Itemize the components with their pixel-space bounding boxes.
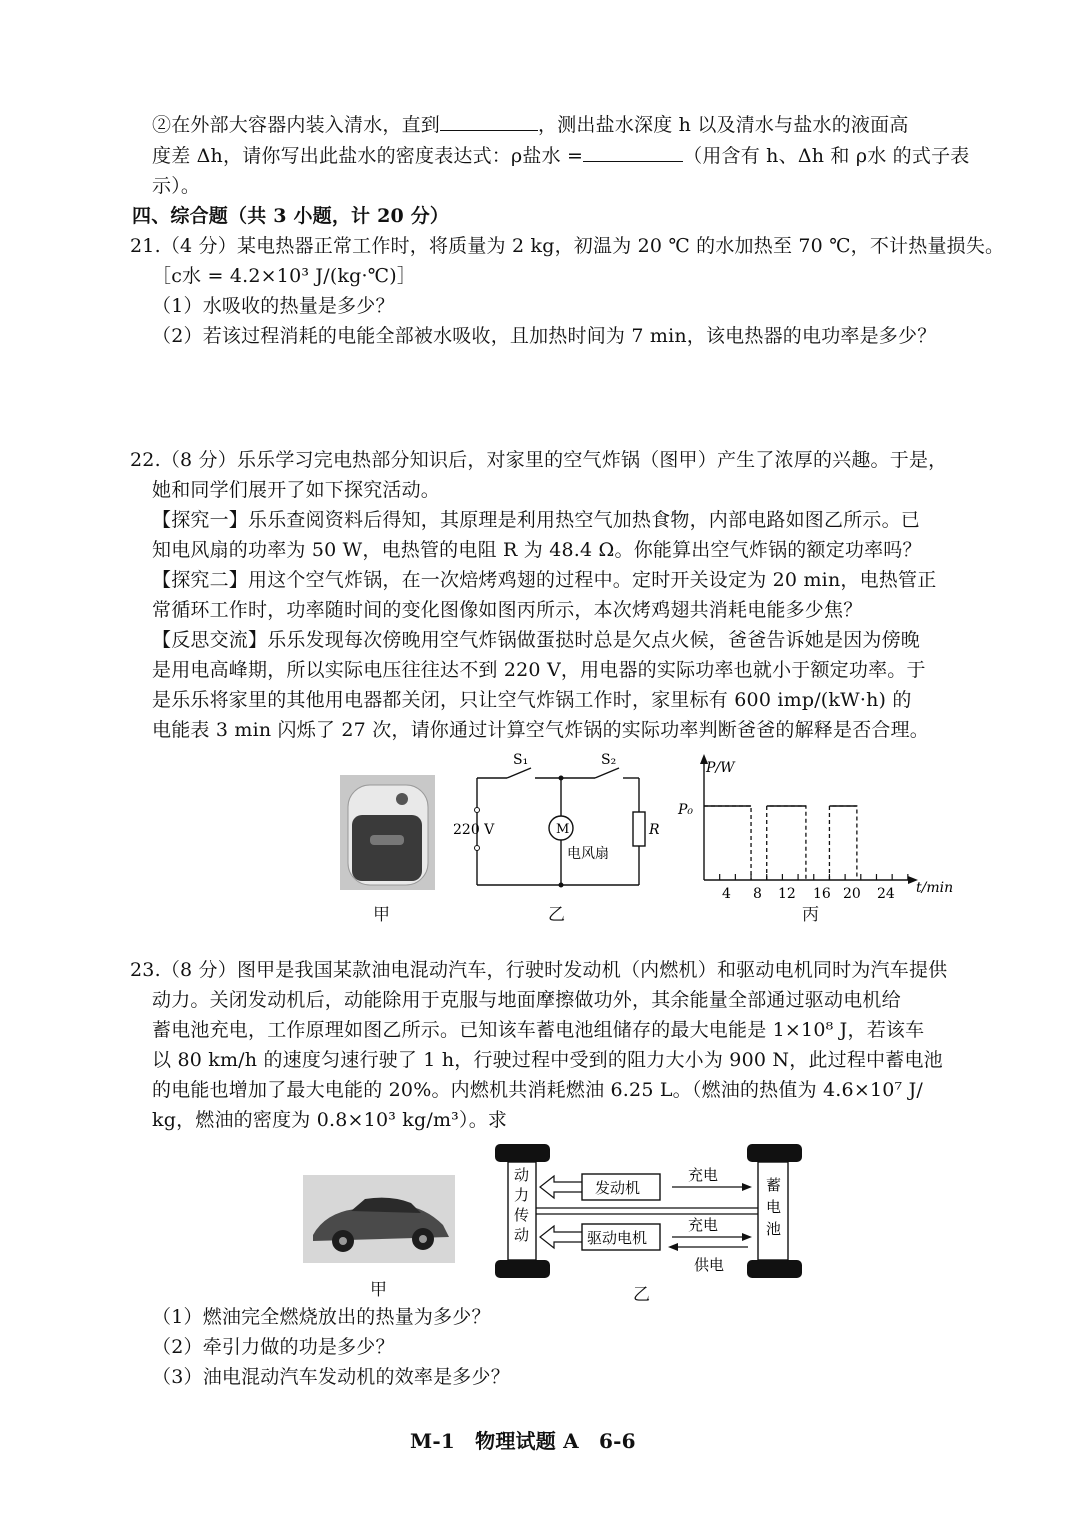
q23-line-6: kg，燃油的密度为 0.8×10³ kg/m³）。求	[152, 1109, 508, 1131]
hybrid-car-photo	[303, 1175, 455, 1263]
transmission-label-2: 力	[514, 1186, 530, 1204]
battery-label-2: 电	[766, 1198, 782, 1216]
switch-s1-label: S₁	[513, 752, 529, 768]
q23-part-3: （3）油电混动汽车发动机的效率是多少？	[152, 1366, 510, 1388]
q20-line-3: 示）。	[152, 175, 201, 197]
power-pulses	[704, 806, 857, 880]
transmission-label-3: 传	[514, 1206, 530, 1224]
q23-line-1: 23.（8 分）图甲是我国某款油电混动汽车，行驶时发动机（内燃机）和驱动电机同时为汽车提供	[130, 959, 948, 981]
q20-text-2b: （用含有 h、Δh 和 ρ水 的式子表	[683, 145, 970, 167]
engine-label: 发动机	[595, 1179, 641, 1197]
q23-part-2: （2）牵引力做的功是多少？	[152, 1336, 395, 1358]
q22-line-3: 【探究一】乐乐查阅资料后得知，其原理是利用热空气加热食物，内部电路如图乙所示。已	[152, 509, 921, 531]
q21-part-2: （2）若该过程消耗的电能全部被水吸收，且加热时间为 7 min，该电热器的电功率是多少？	[152, 325, 937, 347]
q22-line-1: 22.（8 分）乐乐学习完电热部分知识后，对家里的空气炸锅（图甲）产生了浓厚的兴趣。于是，	[130, 449, 948, 471]
q23-part-1: （1）燃油完全燃烧放出的热量为多少？	[152, 1306, 491, 1328]
caption-q22-c: 丙	[802, 905, 819, 925]
power-pulse-3	[829, 806, 856, 880]
switch-s2-label: S₂	[601, 752, 617, 768]
supply-label: 供电	[694, 1256, 725, 1274]
tick-label-12: 12	[778, 886, 796, 902]
caption-q22-a: 甲	[373, 905, 390, 925]
q20-line-1	[152, 112, 909, 139]
charge-label-1: 充电	[688, 1166, 719, 1184]
power-pulse-1	[704, 806, 751, 880]
air-fryer-photo	[340, 775, 435, 890]
caption-q23-a: 甲	[370, 1280, 387, 1300]
power-pulse-2	[767, 806, 806, 880]
caption-q23-b: 乙	[633, 1285, 650, 1305]
transmission-label-4: 动	[514, 1226, 530, 1244]
charge-label-2: 充电	[688, 1216, 719, 1234]
tick-label-20: 20	[843, 886, 861, 902]
q20-text-1b: ，测出盐水深度 h 以及清水与盐水的液面高	[538, 114, 909, 136]
motor-label: 驱动电机	[587, 1229, 648, 1247]
page-footer: M-1 物理试题 A 6-6	[410, 1429, 636, 1453]
tick-label-24: 24	[877, 886, 895, 902]
tick-label-4: 4	[722, 886, 731, 902]
q22-line-4: 知电风扇的功率为 50 W，电热管的电阻 R 为 48.4 Ω。你能算出空气炸锅的额定功率吗？	[152, 539, 922, 561]
q22-line-7: 【反思交流】乐乐发现每次傍晚用空气炸锅做蛋挞时总是欠点火候，爸爸告诉她是因为傍晚	[152, 629, 921, 651]
x-tick-marks	[720, 874, 908, 880]
voltage-label: 220 V	[453, 822, 495, 838]
graph-y-label: P/W	[706, 760, 735, 776]
fan-label: 电风扇	[567, 846, 609, 862]
transmission-label-1: 动	[514, 1166, 530, 1184]
power-time-graph	[672, 752, 967, 902]
q20-text-2a: 度差 Δh，请你写出此盐水的密度表达式：ρ盐水 =	[152, 145, 584, 167]
tick-label-8: 8	[753, 886, 762, 902]
q22-line-10: 电能表 3 min 闪烁了 27 次，请你通过计算空气炸锅的实际功率判断爸爸的解释是否合理。	[152, 719, 929, 741]
q23-line-5: 的电能也增加了最大电能的 20%。内燃机共消耗燃油 6.25 L。（燃油的热值为 4.6×10⁷ J/	[152, 1079, 923, 1101]
q22-line-2: 她和同学们展开了如下探究活动。	[152, 479, 441, 501]
battery-label-3: 池	[766, 1220, 782, 1238]
motor-symbol: M	[556, 822, 570, 837]
resistor-label: R	[649, 822, 660, 838]
circuit-diagram	[445, 750, 675, 900]
battery-label-1: 蓄	[766, 1176, 782, 1194]
q22-line-6: 常循环工作时，功率随时间的变化图像如图丙所示，本次烤鸡翅共消耗电能多少焦？	[152, 599, 863, 621]
q21-part-1: （1）水吸收的热量是多少？	[152, 295, 395, 317]
graph-p0-label: P₀	[678, 802, 694, 818]
q22-line-8: 是用电高峰期，所以实际电压往往达不到 220 V，用电器的实际功率也就小于额定功率。于	[152, 659, 926, 681]
q22-line-9: 是乐乐将家里的其他用电器都关闭，只让空气炸锅工作时，家里标有 600 imp/(kW·h) 的	[152, 689, 912, 711]
section-4-title: 四、综合题（共 3 小题，计 20 分）	[132, 205, 450, 227]
q23-line-3: 蓄电池充电，工作原理如图乙所示。已知该车蓄电池组储存的最大电能是 1×10⁸ J，若该车	[152, 1019, 925, 1041]
tick-label-16: 16	[813, 886, 831, 902]
q22-line-5: 【探究二】用这个空气炸锅，在一次焙烤鸡翅的过程中。定时开关设定为 20 min，电热管正	[152, 569, 937, 591]
q21-line-1: 21.（4 分）某电热器正常工作时，将质量为 2 kg，初温为 20 ℃ 的水加热至 70 ℃，不计热量损失。	[130, 235, 1005, 257]
q20-line-2	[152, 143, 969, 170]
q21-line-2: ［c水 = 4.2×10³ J/(kg·℃)］	[152, 265, 417, 287]
answer-blank-1[interactable]	[440, 112, 538, 131]
answer-blank-2[interactable]	[583, 143, 683, 162]
graph-x-label: t/min	[916, 880, 954, 896]
caption-q22-b: 乙	[548, 905, 565, 925]
q23-line-4: 以 80 km/h 的速度匀速行驶了 1 h，行驶过程中受到的阻力大小为 900 N，此过程中蓄电池	[152, 1049, 943, 1071]
q23-line-2: 动力。关闭发动机后，动能除用于克服与地面摩擦做功外，其余能量全部通过驱动电机给	[152, 989, 901, 1011]
hybrid-system-diagram	[490, 1142, 810, 1282]
q20-text-1a: ②在外部大容器内装入清水，直到	[152, 114, 441, 136]
